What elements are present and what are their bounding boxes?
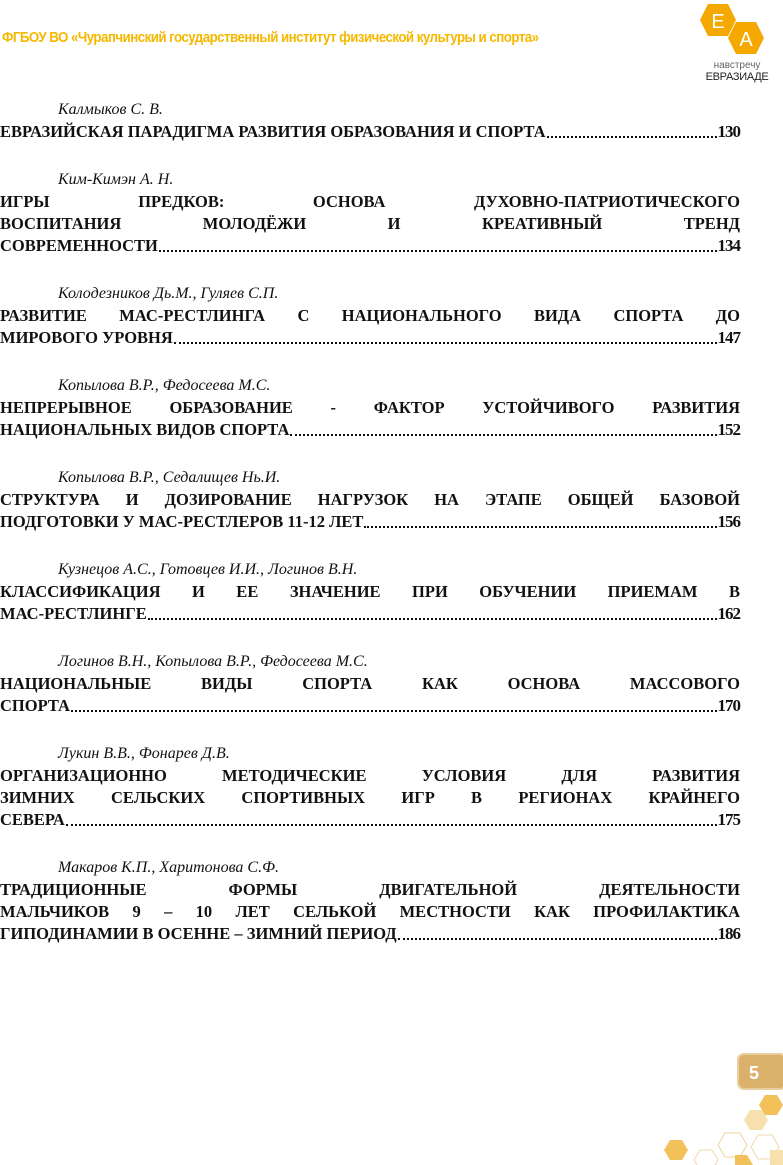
- toc-entry: [0, 375, 740, 441]
- toc-entry: [0, 857, 740, 945]
- entry-page-number: 134: [717, 236, 740, 255]
- entry-title-last-line[interactable]: [0, 419, 740, 441]
- table-of-contents: [0, 99, 740, 971]
- entry-title-line: НЕПРЕРЫВНОЕ ОБРАЗОВАНИЕ - ФАКТОР УСТОЙЧИВОГО РАЗВИТИЯ: [0, 398, 740, 417]
- entry-title-line: МИРОВОГО УРОВНЯ: [0, 328, 173, 347]
- entry-title-line: ИГРЫ ПРЕДКОВ: ОСНОВА ДУХОВНО-ПАТРИОТИЧЕСКОГО: [0, 192, 740, 211]
- institution-header: ФГБОУ ВО «Чурапчинский государственный институт физической культуры и спорта»: [2, 30, 539, 46]
- dot-leader: [364, 526, 716, 528]
- entry-page-number: 147: [717, 328, 740, 347]
- entry-authors: Копылова В.Р., Седалищев Нь.И.: [58, 469, 281, 486]
- entry-title-line: СОВРЕМЕННОСТИ: [0, 236, 158, 255]
- svg-text:А: А: [739, 29, 753, 51]
- page-number: 5: [737, 1053, 783, 1090]
- entry-authors: Калмыков С. В.: [58, 101, 163, 118]
- entry-title-line: ПОДГОТОВКИ У МАС-РЕСТЛЕРОВ 11-12 ЛЕТ: [0, 512, 364, 531]
- entry-title-last-line[interactable]: [0, 809, 740, 831]
- toc-entry: [0, 559, 740, 625]
- entry-title-line: ГИПОДИНАМИИ В ОСЕННЕ – ЗИМНИЙ ПЕРИОД: [0, 924, 397, 943]
- entry-title-last-line[interactable]: [0, 121, 740, 143]
- entry-title-last-line[interactable]: [0, 511, 740, 533]
- entry-title-line: ТРАДИЦИОННЫЕ ФОРМЫ ДВИГАТЕЛЬНОЙ ДЕЯТЕЛЬНОСТИ: [0, 880, 740, 899]
- entry-title-last-line[interactable]: [0, 603, 740, 625]
- entry-authors: Макаров К.П., Харитонова С.Ф.: [58, 859, 279, 876]
- dot-leader: [159, 250, 717, 252]
- toc-entry: [0, 467, 740, 533]
- toc-entry: [0, 283, 740, 349]
- entry-page-number: 170: [717, 696, 740, 715]
- entry-authors: Логинов В.Н., Копылова В.Р., Федосеева М.С.: [58, 653, 368, 670]
- entry-page-number: 186: [717, 924, 740, 943]
- entry-authors: Ким-Кимэн А. Н.: [58, 171, 174, 188]
- entry-title-line: НАЦИОНАЛЬНЫЕ ВИДЫ СПОРТА КАК ОСНОВА МАССОВОГО: [0, 674, 740, 693]
- dot-leader: [66, 824, 717, 826]
- dot-leader: [148, 618, 717, 620]
- entry-page-number: 130: [717, 122, 740, 141]
- entry-title-line: ЕВРАЗИЙСКАЯ ПАРАДИГМА РАЗВИТИЯ ОБРАЗОВАНИЯ И СПОРТА: [0, 122, 546, 141]
- entry-page-number: 152: [717, 420, 740, 439]
- dot-leader: [174, 342, 717, 344]
- dot-leader: [547, 136, 717, 138]
- entry-title-last-line[interactable]: [0, 235, 740, 257]
- entry-title-line: ОРГАНИЗАЦИОННО МЕТОДИЧЕСКИЕ УСЛОВИЯ ДЛЯ РАЗВИТИЯ: [0, 766, 740, 785]
- svg-text:Е: Е: [711, 11, 725, 33]
- entry-authors: Колодезников Дь.М., Гуляев С.П.: [58, 285, 279, 302]
- entry-title-last-line[interactable]: [0, 327, 740, 349]
- entry-title-line: КЛАССИФИКАЦИЯ И ЕЕ ЗНАЧЕНИЕ ПРИ ОБУЧЕНИИ ПРИЕМАМ В: [0, 582, 740, 601]
- entry-authors: Копылова В.Р., Федосеева М.С.: [58, 377, 271, 394]
- entry-title-line: ВОСПИТАНИЯ МОЛОДЁЖИ И КРЕАТИВНЫЙ ТРЕНД: [0, 214, 740, 233]
- dot-leader: [398, 938, 717, 940]
- entry-title-line: НАЦИОНАЛЬНЫХ ВИДОВ СПОРТА: [0, 420, 290, 439]
- hexagon-decoration-icon: [640, 1095, 783, 1165]
- entry-title-line: СПОРТА: [0, 696, 70, 715]
- dot-leader: [71, 710, 717, 712]
- logo-caption: [692, 60, 782, 83]
- entry-authors: Лукин В.В., Фонарев Д.В.: [58, 745, 230, 762]
- toc-entry: [0, 99, 740, 143]
- entry-page-number: 162: [717, 604, 740, 623]
- entry-title-line: МАС-РЕСТЛИНГЕ: [0, 604, 147, 623]
- entry-title-line: СЕВЕРА: [0, 810, 65, 829]
- entry-page-number: 156: [717, 512, 740, 531]
- entry-title-line: РАЗВИТИЕ МАС-РЕСТЛИНГА С НАЦИОНАЛЬНОГО ВИДА СПОРТА ДО: [0, 306, 740, 325]
- toc-entry: [0, 169, 740, 257]
- entry-title-last-line[interactable]: [0, 695, 740, 717]
- entry-title-line: СТРУКТУРА И ДОЗИРОВАНИЕ НАГРУЗОК НА ЭТАПЕ ОБЩЕЙ БАЗОВОЙ: [0, 490, 740, 509]
- entry-authors: Кузнецов А.С., Готовцев И.И., Логинов В.Н.: [58, 561, 358, 578]
- entry-page-number: 175: [717, 810, 740, 829]
- entry-title-line: ЗИМНИХ СЕЛЬСКИХ СПОРТИВНЫХ ИГР В РЕГИОНАХ КРАЙНЕГО: [0, 788, 740, 807]
- toc-entry: [0, 743, 740, 831]
- toc-entry: [0, 651, 740, 717]
- entry-title-line: МАЛЬЧИКОВ 9 – 10 ЛЕТ СЕЛЬКОЙ МЕСТНОСТИ КАК ПРОФИЛАКТИКА: [0, 902, 740, 921]
- entry-title-last-line[interactable]: [0, 923, 740, 945]
- dot-leader: [290, 434, 716, 436]
- logo-name: ЕВРАЗИАДЕ: [705, 71, 769, 83]
- logo-tagline: навстречу: [713, 60, 761, 71]
